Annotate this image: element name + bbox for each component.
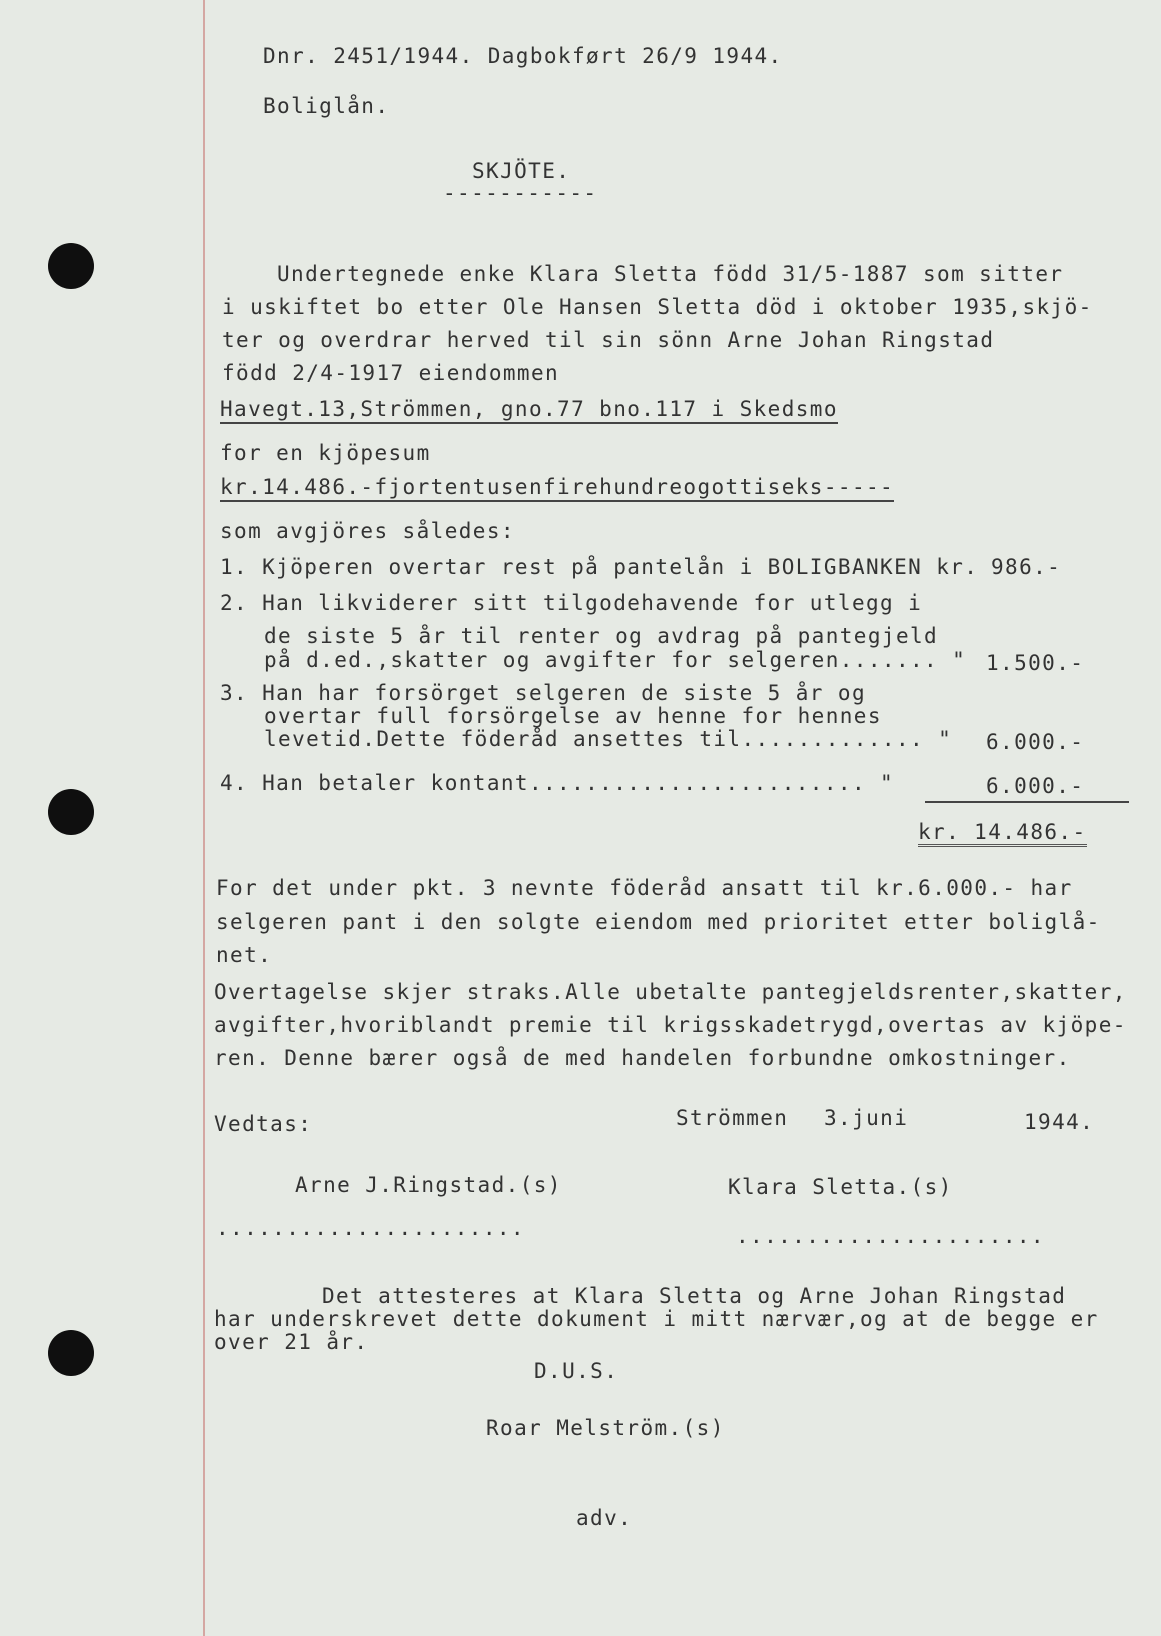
body-line: selgeren pant i den solgte eiendom med prioritet etter boliglå- [216,910,1101,934]
item-line: 3. Han har forsörget selgeren de siste 5 år og [220,681,866,705]
signing-date: 3.juni [824,1106,909,1130]
item-line: 2. Han likviderer sitt tilgodehavende for utlegg i [220,591,923,615]
item-line: overtar full forsörgelse av henne for hennes [264,704,882,728]
body-line: net. [216,943,273,967]
margin-line [203,0,205,1636]
intro-line: Undertegnede enke Klara Sletta född 31/5-1887 som sitter [277,262,1064,286]
item-amount: 986.- [991,555,1062,579]
price-label: for en kjöpesum [220,441,431,465]
item-line: de siste 5 år til renter og avdrag på pantegjeld [264,624,939,648]
signing-year: 1944. [1024,1110,1095,1134]
intro-line: född 2/4-1917 eiendommen [222,361,560,385]
item-amount: 1.500.- [986,651,1085,675]
body-line: For det under pkt. 3 nevnte föderåd ansatt til kr.6.000.- har [216,876,1073,900]
seller-signature: Klara Sletta.(s) [728,1175,953,1199]
signature-line-seller: ...................... [736,1224,1045,1248]
price-amount: kr.14.486.-fjortentusenfirehundreogottiseks----- [220,475,894,502]
witness-signature: Roar Melström.(s) [486,1416,725,1440]
buyer-signature: Arne J.Ringstad.(s) [295,1173,562,1197]
punch-hole [48,1330,94,1376]
dus-mark: D.U.S. [534,1359,619,1383]
vedtas-label: Vedtas: [214,1112,313,1136]
property-designation: Havegt.13,Strömmen, gno.77 bno.117 i Skedsmo [220,397,838,424]
intro-line: i uskiftet bo etter Ole Hansen Sletta död i oktober 1935,skjö- [222,295,1093,319]
item-amount: 6.000.- [986,730,1085,754]
punch-hole [48,243,94,289]
attestation-line: har underskrevet dette dokument i mitt nærvær,og at de begge er [214,1307,1099,1331]
item-amount: 6.000.- [986,774,1085,798]
body-line: ren. Denne bærer også de med handelen forbundne omkostninger. [214,1046,1071,1070]
intro-line: ter og overdrar herved til sin sönn Arne Johan Ringstad [222,328,995,352]
item-line: 4. Han betaler kontant........................ " [220,771,895,795]
title-underline: ----------- [443,181,598,205]
attestation-line: Det attesteres at Klara Sletta og Arne Johan Ringstad [322,1284,1067,1308]
signature-line-buyer: ...................... [216,1216,525,1240]
item-line: på d.ed.,skatter og avgifter for selgeren....... " [264,648,967,672]
settlement-label: som avgjöres således: [220,519,515,543]
item-line: levetid.Dette föderåd ansettes til............. " [264,727,953,751]
item-line: 1. Kjöperen overtar rest på pantelån i BOLIGBANKEN kr. [220,555,979,579]
loan-category: Boliglån. [263,94,390,118]
sum-rule [925,801,1129,803]
document-title: SKJÖTE. [472,159,571,183]
signing-place: Strömmen [676,1106,789,1130]
body-line: Overtagelse skjer straks.Alle ubetalte pantegjeldsrenter,skatter, [214,980,1127,1004]
total-amount: kr. 14.486.- [918,820,1087,847]
attestation-line: over 21 år. [214,1330,369,1354]
body-line: avgifter,hvoriblandt premie til krigsskadetrygd,overtas av kjöpe- [214,1013,1127,1037]
punch-hole [48,789,94,835]
journal-number: Dnr. 2451/1944. Dagbokført 26/9 1944. [263,44,783,68]
witness-title: adv. [576,1506,633,1530]
